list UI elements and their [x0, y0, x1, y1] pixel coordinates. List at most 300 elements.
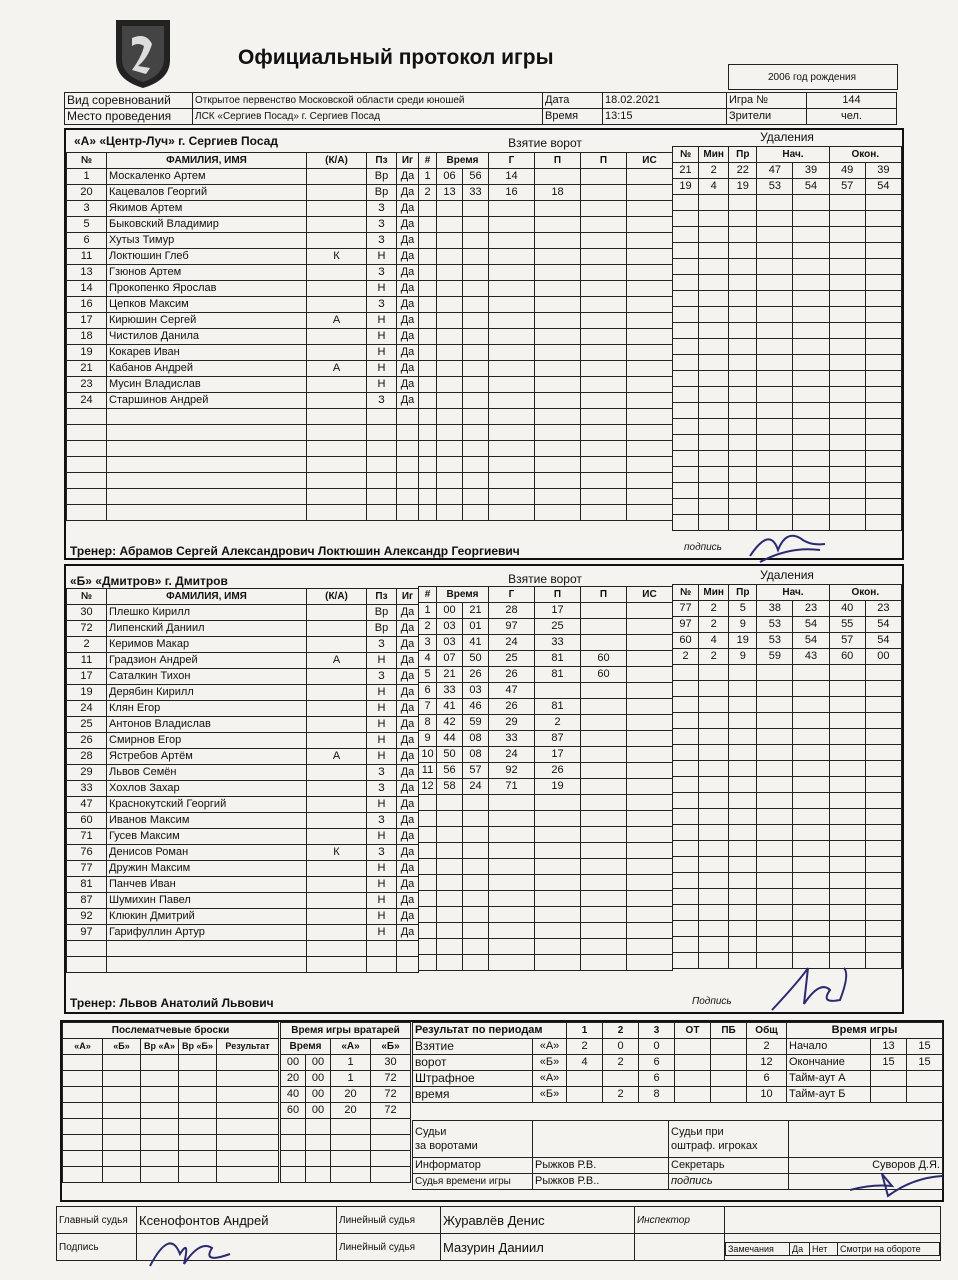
table-row	[281, 1071, 411, 1087]
penbox-judges-label: Судьи при оштраф. игроках	[669, 1121, 789, 1158]
goal-assist2	[581, 425, 627, 441]
goal-assist2	[581, 635, 627, 651]
goal-assist1	[535, 923, 581, 939]
goal-number	[419, 875, 437, 891]
table-row	[419, 939, 673, 955]
player-position	[367, 473, 397, 489]
penalty-end-min	[829, 451, 865, 467]
shootout-col-0: «А»	[63, 1039, 103, 1055]
col-played: Иг	[397, 589, 419, 605]
goals-a-p5: 2	[747, 1039, 787, 1055]
game-value: 144	[807, 93, 897, 109]
goal-second	[463, 329, 489, 345]
table-row	[67, 281, 419, 297]
player-position: Н	[367, 877, 397, 893]
goal-number	[419, 457, 437, 473]
table-row	[419, 425, 673, 441]
penalty-start-min	[757, 243, 793, 259]
player-number: 11	[67, 653, 107, 669]
player-number: 87	[67, 893, 107, 909]
table-row	[673, 419, 902, 435]
col-goal: Г	[489, 587, 535, 603]
player-captain: А	[307, 361, 367, 377]
goal-minute: 03	[437, 635, 463, 651]
penalty-start-min	[757, 777, 793, 793]
penalty-start-sec	[793, 665, 829, 681]
linesman-label-1: Линейный судья	[337, 1207, 441, 1234]
penalty-reason	[729, 227, 757, 243]
goal-assist1: 17	[535, 603, 581, 619]
penalty-start-min	[757, 483, 793, 499]
player-position	[367, 505, 397, 521]
player-played: Да	[397, 329, 419, 345]
table-row	[419, 217, 673, 233]
shootout-cell	[63, 1167, 103, 1183]
goal-minute	[437, 859, 463, 875]
goal-situation	[627, 409, 673, 425]
player-captain	[307, 345, 367, 361]
player-name: Прокопенко Ярослав	[107, 281, 307, 297]
goal-assist1	[535, 875, 581, 891]
table-row	[673, 243, 902, 259]
penalty-minutes: 4	[699, 179, 729, 195]
penalty-player	[673, 761, 699, 777]
goal-number	[419, 313, 437, 329]
player-position: З	[367, 393, 397, 409]
spectators-label: Зрители	[727, 109, 807, 125]
penalty-reason: 22	[729, 163, 757, 179]
goal-assist1	[535, 489, 581, 505]
penalty-reason	[729, 825, 757, 841]
table-row	[673, 211, 902, 227]
table-row	[67, 505, 419, 521]
pim-b	[413, 1087, 787, 1103]
roster-header	[67, 153, 419, 169]
penalty-end-sec	[865, 307, 901, 323]
player-captain	[307, 621, 367, 637]
penalty-start-sec	[793, 681, 829, 697]
goals-a-p4	[711, 1039, 747, 1055]
player-captain	[307, 605, 367, 621]
col-no: №	[673, 585, 699, 601]
goal-second	[463, 907, 489, 923]
shootout-cell	[141, 1135, 179, 1151]
penalty-minutes	[699, 403, 729, 419]
player-name: Кокарев Иван	[107, 345, 307, 361]
goal-judges-label: Судьи за воротами	[413, 1121, 533, 1158]
penalty-reason	[729, 419, 757, 435]
table-row	[673, 697, 902, 713]
goal-assist2	[581, 441, 627, 457]
goals-b-p4	[711, 1055, 747, 1071]
goal-second	[463, 409, 489, 425]
goal-minute: 13	[437, 185, 463, 201]
goal-number	[419, 345, 437, 361]
penalty-end-sec	[865, 467, 901, 483]
penalty-reason	[729, 921, 757, 937]
table-row	[63, 1055, 279, 1071]
player-number: 17	[67, 669, 107, 685]
player-position: Н	[367, 329, 397, 345]
goal-second	[463, 955, 489, 971]
penalty-end-sec: 39	[865, 163, 901, 179]
gk-second: 00	[306, 1055, 331, 1071]
goal-second	[463, 827, 489, 843]
pim-a-team: «А»	[533, 1071, 567, 1087]
penalty-end-sec: 23	[865, 601, 901, 617]
goal-second	[463, 249, 489, 265]
player-number: 29	[67, 765, 107, 781]
informer-value: Рыжков Р.В.	[533, 1158, 669, 1174]
table-row	[67, 313, 419, 329]
player-name: Кабанов Андрей	[107, 361, 307, 377]
goal-number	[419, 923, 437, 939]
col-assist2: П	[581, 587, 627, 603]
penalty-minutes	[699, 259, 729, 275]
pim-a-p2: 6	[639, 1071, 675, 1087]
goal-situation	[627, 619, 673, 635]
goal-assist2	[581, 473, 627, 489]
goal-scorer	[489, 425, 535, 441]
goal-assist1	[535, 425, 581, 441]
penalty-end-sec	[865, 195, 901, 211]
col-end: Окон.	[829, 147, 901, 163]
penalty-start-sec	[793, 355, 829, 371]
table-row	[419, 619, 673, 635]
penalty-start-min	[757, 419, 793, 435]
table-row	[419, 651, 673, 667]
player-played: Да	[397, 637, 419, 653]
goal-minute	[437, 345, 463, 361]
player-number: 72	[67, 621, 107, 637]
goal-situation	[627, 875, 673, 891]
goal-second	[463, 425, 489, 441]
table-row	[419, 715, 673, 731]
player-captain	[307, 169, 367, 185]
player-position: Н	[367, 717, 397, 733]
player-played: Да	[397, 701, 419, 717]
penalty-reason	[729, 937, 757, 953]
penalty-reason	[729, 291, 757, 307]
penalty-start-min	[757, 681, 793, 697]
gk-col-b: «Б»	[371, 1039, 411, 1055]
table-row	[673, 729, 902, 745]
linesman-value-1: Журавлёв Денис	[441, 1207, 635, 1234]
player-played	[397, 441, 419, 457]
penalty-player	[673, 419, 699, 435]
goal-second	[463, 265, 489, 281]
goal-assist1: 33	[535, 635, 581, 651]
penalty-start-min	[757, 809, 793, 825]
pim-b-p3	[675, 1087, 711, 1103]
goal-situation	[627, 249, 673, 265]
goal-minute: 21	[437, 667, 463, 683]
player-captain	[307, 877, 367, 893]
penalty-end-min	[829, 515, 865, 531]
player-played	[397, 489, 419, 505]
penalty-start-min	[757, 499, 793, 515]
goal-assist2	[581, 281, 627, 297]
goal-assist2	[581, 763, 627, 779]
goal-number: 1	[419, 169, 437, 185]
pim-b-label: время	[413, 1087, 533, 1103]
player-number: 19	[67, 345, 107, 361]
goal-number	[419, 425, 437, 441]
penalty-player	[673, 307, 699, 323]
table-row	[673, 467, 902, 483]
goal-situation	[627, 747, 673, 763]
player-played: Да	[397, 201, 419, 217]
penalty-start-min	[757, 921, 793, 937]
goal-second: 41	[463, 635, 489, 651]
goal-scorer: 14	[489, 169, 535, 185]
penalty-start-sec	[793, 761, 829, 777]
col-time: Время	[437, 153, 489, 169]
penalty-start-min	[757, 665, 793, 681]
period-col-5: Общ	[747, 1023, 787, 1039]
player-position: З	[367, 265, 397, 281]
remarks-no: Нет	[810, 1243, 838, 1256]
penalty-end-min	[829, 729, 865, 745]
gk-minute	[281, 1151, 306, 1167]
goal-minute	[437, 425, 463, 441]
goal-scorer	[489, 843, 535, 859]
gk-team-b: 72	[371, 1103, 411, 1119]
pim-b-p1: 2	[603, 1087, 639, 1103]
goal-second	[463, 811, 489, 827]
player-position: Н	[367, 733, 397, 749]
gk-team-b: 30	[371, 1055, 411, 1071]
penalty-player	[673, 195, 699, 211]
player-played: Да	[397, 685, 419, 701]
goal-situation	[627, 827, 673, 843]
shootout-cell	[179, 1167, 217, 1183]
table-row	[67, 201, 419, 217]
penalty-minutes	[699, 729, 729, 745]
col-assist1: П	[535, 587, 581, 603]
goal-minute	[437, 795, 463, 811]
penalty-minutes	[699, 275, 729, 291]
penalty-minutes	[699, 387, 729, 403]
birth-year: 2006 год рождения	[767, 72, 857, 83]
player-captain	[307, 797, 367, 813]
player-position: З	[367, 637, 397, 653]
goal-minute	[437, 441, 463, 457]
penalty-reason	[729, 243, 757, 259]
penalty-end-min	[829, 387, 865, 403]
penalty-reason: 9	[729, 617, 757, 633]
player-played: Да	[397, 877, 419, 893]
table-row	[67, 957, 419, 973]
penalty-end-min	[829, 937, 865, 953]
player-position	[367, 941, 397, 957]
penalty-player	[673, 403, 699, 419]
goal-number: 1	[419, 603, 437, 619]
goal-scorer	[489, 875, 535, 891]
player-position: Н	[367, 377, 397, 393]
time-label: Время	[543, 109, 603, 125]
penalty-player	[673, 515, 699, 531]
penalty-reason	[729, 777, 757, 793]
table-row	[673, 937, 902, 953]
penalty-minutes	[699, 371, 729, 387]
table-row	[673, 339, 902, 355]
penalty-end-sec	[865, 713, 901, 729]
goal-minute: 00	[437, 603, 463, 619]
penalty-reason	[729, 729, 757, 745]
competition-label: Вид соревнований	[65, 93, 193, 109]
table-row	[67, 909, 419, 925]
goal-minute	[437, 811, 463, 827]
penalty-start-sec	[793, 387, 829, 403]
venue-label: Место проведения	[65, 109, 193, 125]
player-position: Н	[367, 829, 397, 845]
player-number: 30	[67, 605, 107, 621]
goal-number	[419, 473, 437, 489]
goal-assist1: 19	[535, 779, 581, 795]
shootout-cell	[103, 1167, 141, 1183]
goal-second	[463, 377, 489, 393]
player-number	[67, 957, 107, 973]
shootout-cell	[179, 1087, 217, 1103]
shootout-cell	[217, 1055, 279, 1071]
goal-scorer	[489, 939, 535, 955]
penalty-start-sec	[793, 889, 829, 905]
gk-team-b: 72	[371, 1087, 411, 1103]
goal-minute	[437, 265, 463, 281]
goal-second: 08	[463, 731, 489, 747]
table-row	[63, 1135, 279, 1151]
goal-assist1	[535, 313, 581, 329]
goal-assist2: 60	[581, 667, 627, 683]
table-row	[419, 907, 673, 923]
goal-scorer	[489, 265, 535, 281]
table-row	[673, 809, 902, 825]
goal-number	[419, 955, 437, 971]
goal-scorer: 26	[489, 699, 535, 715]
penalty-end-sec	[865, 387, 901, 403]
penalty-end-min	[829, 419, 865, 435]
goal-assist1	[535, 201, 581, 217]
player-captain	[307, 637, 367, 653]
player-name: Клюкин Дмитрий	[107, 909, 307, 925]
goal-assist2	[581, 313, 627, 329]
goal-second: 50	[463, 651, 489, 667]
player-name: Кирюшин Сергей	[107, 313, 307, 329]
team-b-sign-label: Подпись	[692, 996, 732, 1007]
goal-number	[419, 233, 437, 249]
player-played: Да	[397, 733, 419, 749]
penalty-reason	[729, 665, 757, 681]
penalty-minutes	[699, 211, 729, 227]
goal-scorer: 25	[489, 651, 535, 667]
player-played: Да	[397, 861, 419, 877]
goal-assist2	[581, 795, 627, 811]
player-captain	[307, 781, 367, 797]
player-position: Н	[367, 685, 397, 701]
table-row	[67, 861, 419, 877]
goal-scorer	[489, 313, 535, 329]
shootout-cell	[179, 1103, 217, 1119]
player-captain	[307, 185, 367, 201]
table-row	[673, 745, 902, 761]
table-row	[673, 275, 902, 291]
goal-situation	[627, 441, 673, 457]
penalty-minutes	[699, 921, 729, 937]
penalty-minutes	[699, 953, 729, 969]
player-captain	[307, 893, 367, 909]
player-name: Гарифуллин Артур	[107, 925, 307, 941]
goal-assist2	[581, 939, 627, 955]
goals-header	[419, 153, 673, 169]
referee-signature	[140, 1218, 240, 1272]
goal-scorer	[489, 955, 535, 971]
penalty-start-min: 53	[757, 617, 793, 633]
penalty-player	[673, 451, 699, 467]
goal-assist2	[581, 891, 627, 907]
table-row	[419, 409, 673, 425]
player-captain: А	[307, 313, 367, 329]
goal-situation	[627, 603, 673, 619]
player-name: Гзюнов Артем	[107, 265, 307, 281]
player-name	[107, 425, 307, 441]
goal-minute	[437, 217, 463, 233]
player-name: Мусин Владислав	[107, 377, 307, 393]
player-position: З	[367, 297, 397, 313]
penalty-minutes: 2	[699, 649, 729, 665]
player-number: 19	[67, 685, 107, 701]
penalty-minutes	[699, 905, 729, 921]
table-row	[673, 713, 902, 729]
pim-b-p5: 10	[747, 1087, 787, 1103]
player-name	[107, 441, 307, 457]
goal-situation	[627, 393, 673, 409]
team-b-goals-title: Взятие ворот	[508, 572, 582, 586]
goal-minute	[437, 827, 463, 843]
penalty-end-min	[829, 259, 865, 275]
player-position: З	[367, 781, 397, 797]
table-row	[673, 825, 902, 841]
goal-situation	[627, 457, 673, 473]
player-captain	[307, 909, 367, 925]
goal-number	[419, 265, 437, 281]
penalty-player	[673, 745, 699, 761]
goal-scorer: 24	[489, 747, 535, 763]
game-label: Игра №	[727, 93, 807, 109]
goals-b-label: ворот	[413, 1055, 533, 1071]
penalty-minutes	[699, 793, 729, 809]
gk-second	[306, 1135, 331, 1151]
gk-title: Время игры вратарей	[281, 1023, 411, 1039]
penalty-player	[673, 889, 699, 905]
gk-second	[306, 1151, 331, 1167]
goal-scorer	[489, 795, 535, 811]
penalty-minutes	[699, 307, 729, 323]
player-played	[397, 941, 419, 957]
table-row	[67, 749, 419, 765]
goal-situation	[627, 489, 673, 505]
table-row	[67, 829, 419, 845]
goal-situation	[627, 795, 673, 811]
penalty-minutes	[699, 665, 729, 681]
penalty-start-min	[757, 387, 793, 403]
penalty-end-min	[829, 761, 865, 777]
goal-second	[463, 345, 489, 361]
goal-assist2	[581, 843, 627, 859]
table-row	[419, 393, 673, 409]
penalty-start-min	[757, 227, 793, 243]
goal-scorer: 33	[489, 731, 535, 747]
